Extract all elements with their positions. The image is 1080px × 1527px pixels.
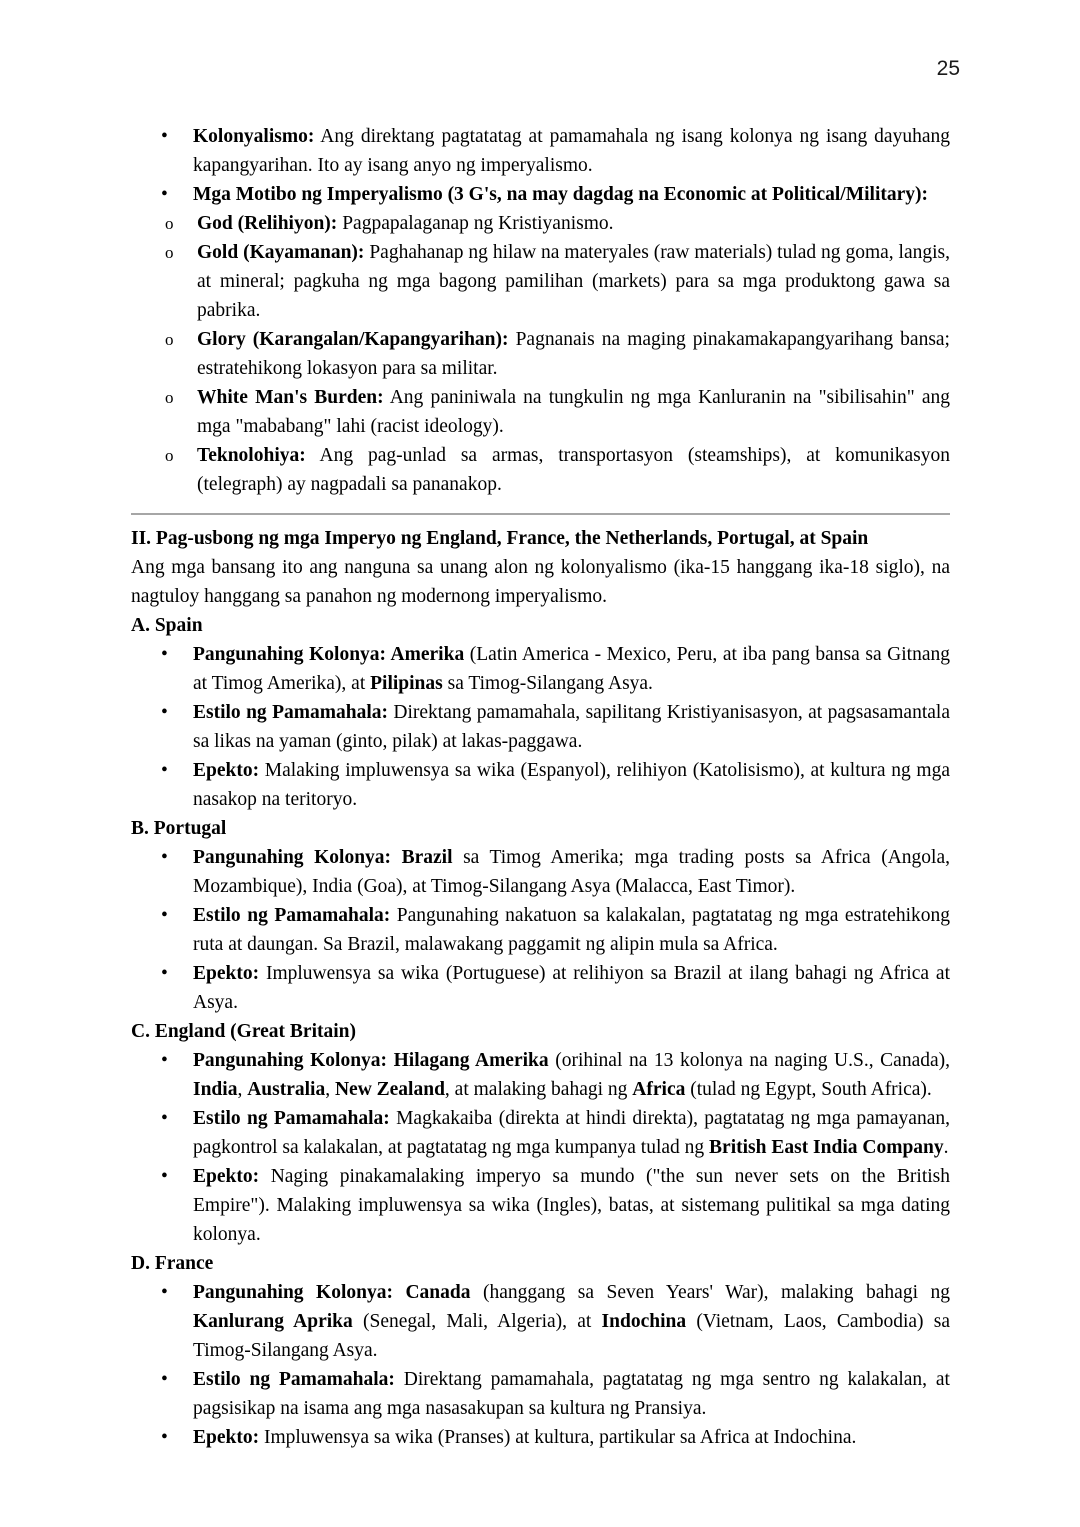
bullet-icon: • bbox=[161, 1427, 168, 1448]
term-label: Teknolohiya: bbox=[197, 445, 306, 466]
bullet-icon: • bbox=[161, 760, 168, 781]
list-item bbox=[131, 180, 950, 209]
section-2-heading: II. Pag-usbong ng mga Imperyo ng England, France, the Netherlands, Portugal, at Spain bbox=[131, 528, 869, 549]
list-item-text bbox=[197, 445, 950, 495]
term-body: Ang direktang pagtatatag at pamamahala ng isang kolonya ng isang dayuhang kapangyarihan. Ito ay isang anyo ng imperyalismo. bbox=[193, 126, 950, 176]
list-item bbox=[131, 1104, 950, 1162]
list-item-text bbox=[197, 329, 950, 379]
circle-bullet-icon: o bbox=[165, 388, 174, 407]
list-item-text: Estilo ng Pamamahala: Direktang pamamahala, pagtatatag ng mga sentro ng kalakalan, at pagsisikap na isama ang mga nasasakupan sa kultura ng Pransiya. bbox=[193, 1369, 950, 1419]
term-body: Ang paniniwala na tungkulin ng mga Kanluranin na "sibilisahin" ang mga "mababang" lahi (racist ideology). bbox=[197, 387, 950, 437]
subsection-heading-england: C. England (Great Britain) bbox=[131, 1021, 356, 1042]
list-item-text bbox=[193, 126, 950, 176]
term-label: Mga Motibo ng Imperyalismo (3 G's, na may dagdag na Economic at Political/Military): bbox=[193, 184, 928, 205]
page-number: 25 bbox=[936, 57, 960, 80]
subsection-heading-spain: A. Spain bbox=[131, 615, 203, 636]
list-item-text bbox=[197, 387, 950, 437]
list-item-text: Pangunahing Kolonya: Brazil sa Timog Amerika; mga trading posts sa Africa (Angola, Mozambique), India (Goa), at Timog-Silangang Asya (Malacca, East Timor). bbox=[193, 847, 950, 897]
circle-bullet-icon: o bbox=[165, 214, 174, 233]
list-item bbox=[131, 1162, 950, 1249]
list-item-text: Epekto: Impluwensya sa wika (Pranses) at kultura, partikular sa Africa at Indochina. bbox=[193, 1427, 857, 1448]
list-item-text bbox=[197, 242, 950, 321]
list-item bbox=[131, 325, 950, 383]
term-label: Kolonyalismo: bbox=[193, 126, 315, 147]
term-label: Glory (Karangalan/Kapangyarihan): bbox=[197, 329, 509, 350]
bullet-icon: • bbox=[161, 1369, 168, 1390]
list-item bbox=[131, 441, 950, 499]
list-item-text: Pangunahing Kolonya: Amerika (Latin America - Mexico, Peru, at iba pang bansa sa Gitnang at Timog Amerika), at Pilipinas sa Timog-Silangang Asya. bbox=[193, 644, 950, 694]
bullet-icon: • bbox=[161, 1050, 168, 1071]
list-item bbox=[131, 383, 950, 441]
motives-sublist-wrapper bbox=[131, 209, 950, 499]
subsection-heading-france: D. France bbox=[131, 1253, 214, 1274]
bullet-icon: • bbox=[161, 847, 168, 868]
bullet-icon: • bbox=[161, 1108, 168, 1129]
spain-list bbox=[131, 640, 950, 814]
list-item bbox=[131, 843, 950, 901]
list-item bbox=[131, 122, 950, 180]
circle-bullet-icon: o bbox=[165, 243, 174, 262]
portugal-list bbox=[131, 843, 950, 1017]
list-item bbox=[131, 1423, 950, 1452]
circle-bullet-icon: o bbox=[165, 446, 174, 465]
england-list bbox=[131, 1046, 950, 1249]
list-item bbox=[131, 756, 950, 814]
bullet-icon: • bbox=[161, 702, 168, 723]
list-item bbox=[131, 640, 950, 698]
section-divider bbox=[131, 513, 950, 515]
list-item-text bbox=[193, 184, 928, 205]
motives-list bbox=[131, 209, 950, 499]
section-2-intro: Ang mga bansang ito ang nanguna sa unang alon ng kolonyalismo (ika-15 hanggang ika-18 siglo), na nagtuloy hanggang sa panahon ng modernong imperyalismo. bbox=[131, 557, 950, 607]
bullet-icon: • bbox=[161, 963, 168, 984]
list-item-text: Epekto: Malaking impluwensya sa wika (Espanyol), relihiyon (Katolisismo), at kultura ng mga nasakop na teritoryo. bbox=[193, 760, 950, 810]
subsection-heading-portugal: B. Portugal bbox=[131, 818, 227, 839]
term-body: Pagnanais na maging pinakamakapangyarihang bansa; estratehikong lokasyon para sa militar. bbox=[197, 329, 950, 379]
list-item bbox=[131, 698, 950, 756]
term-body: Pagpapalaganap ng Kristiyanismo. bbox=[337, 213, 614, 234]
term-label: God (Relihiyon): bbox=[197, 213, 338, 234]
bullet-icon: • bbox=[161, 905, 168, 926]
term-label: White Man's Burden: bbox=[197, 387, 384, 408]
bullet-icon: • bbox=[161, 184, 168, 205]
term-body: Ang pag-unlad sa armas, transportasyon (steamships), at komunikasyon (telegraph) ay nagpadali sa pananakop. bbox=[197, 445, 950, 495]
list-item-text: Pangunahing Kolonya: Hilagang Amerika (orihinal na 13 kolonya na naging U.S., Canada), India, Australia, New Zealand, at malaking bahagi ng Africa (tulad ng Egypt, South Africa). bbox=[193, 1050, 950, 1100]
list-item bbox=[131, 901, 950, 959]
list-item-text: Epekto: Impluwensya sa wika (Portuguese) at relihiyon sa Brazil at ilang bahagi ng Africa at Asya. bbox=[193, 963, 950, 1013]
list-item-text: Epekto: Naging pinakamalaking imperyo sa mundo ("the sun never sets on the British Empire"). Malaking impluwensya sa wika (Ingles), batas, at sistemang pulitikal sa mga dating kolonya. bbox=[193, 1166, 950, 1245]
list-item-text: Estilo ng Pamamahala: Direktang pamamahala, sapilitang Kristiyanisasyon, at pagsasamantala sa likas na yaman (ginto, pilak) at lakas-paggawa. bbox=[193, 702, 950, 752]
imperialism-concepts-list bbox=[131, 122, 950, 209]
bullet-icon: • bbox=[161, 126, 168, 147]
list-item bbox=[131, 209, 950, 238]
term-body: Paghahanap ng hilaw na materyales (raw materials) tulad ng goma, langis, at mineral; pagkuha ng mga bagong pamilihan (markets) para sa mga produktong gawa sa pabrika. bbox=[197, 242, 951, 321]
list-item bbox=[131, 1046, 950, 1104]
list-item bbox=[131, 1365, 950, 1423]
list-item-text: Pangunahing Kolonya: Canada (hanggang sa Seven Years' War), malaking bahagi ng Kanlurang Aprika (Senegal, Mali, Algeria), at Indochina (Vietnam, Laos, Cambodia) sa Timog-Silangang Asya. bbox=[193, 1282, 951, 1361]
list-item-text: Estilo ng Pamamahala: Magkakaiba (direkta at hindi direkta), pagtatatag ng mga pamayanan, pagkontrol sa kalakalan, at pagtatatag ng mga kumpanya tulad ng British East India Company. bbox=[193, 1108, 950, 1158]
list-item bbox=[131, 238, 950, 325]
list-item-text: Estilo ng Pamamahala: Pangunahing nakatuon sa kalakalan, pagtatatag ng mga estratehikong ruta at daungan. Sa Brazil, malawakang paggamit ng alipin mula sa Africa. bbox=[193, 905, 950, 955]
page-content bbox=[131, 122, 950, 1452]
list-item bbox=[131, 959, 950, 1017]
bullet-icon: • bbox=[161, 1282, 168, 1303]
term-label: Gold (Kayamanan): bbox=[197, 242, 365, 263]
list-item bbox=[131, 1278, 950, 1365]
list-item-text bbox=[197, 213, 614, 234]
bullet-icon: • bbox=[161, 644, 168, 665]
france-list bbox=[131, 1278, 950, 1452]
bullet-icon: • bbox=[161, 1166, 168, 1187]
circle-bullet-icon: o bbox=[165, 330, 174, 349]
